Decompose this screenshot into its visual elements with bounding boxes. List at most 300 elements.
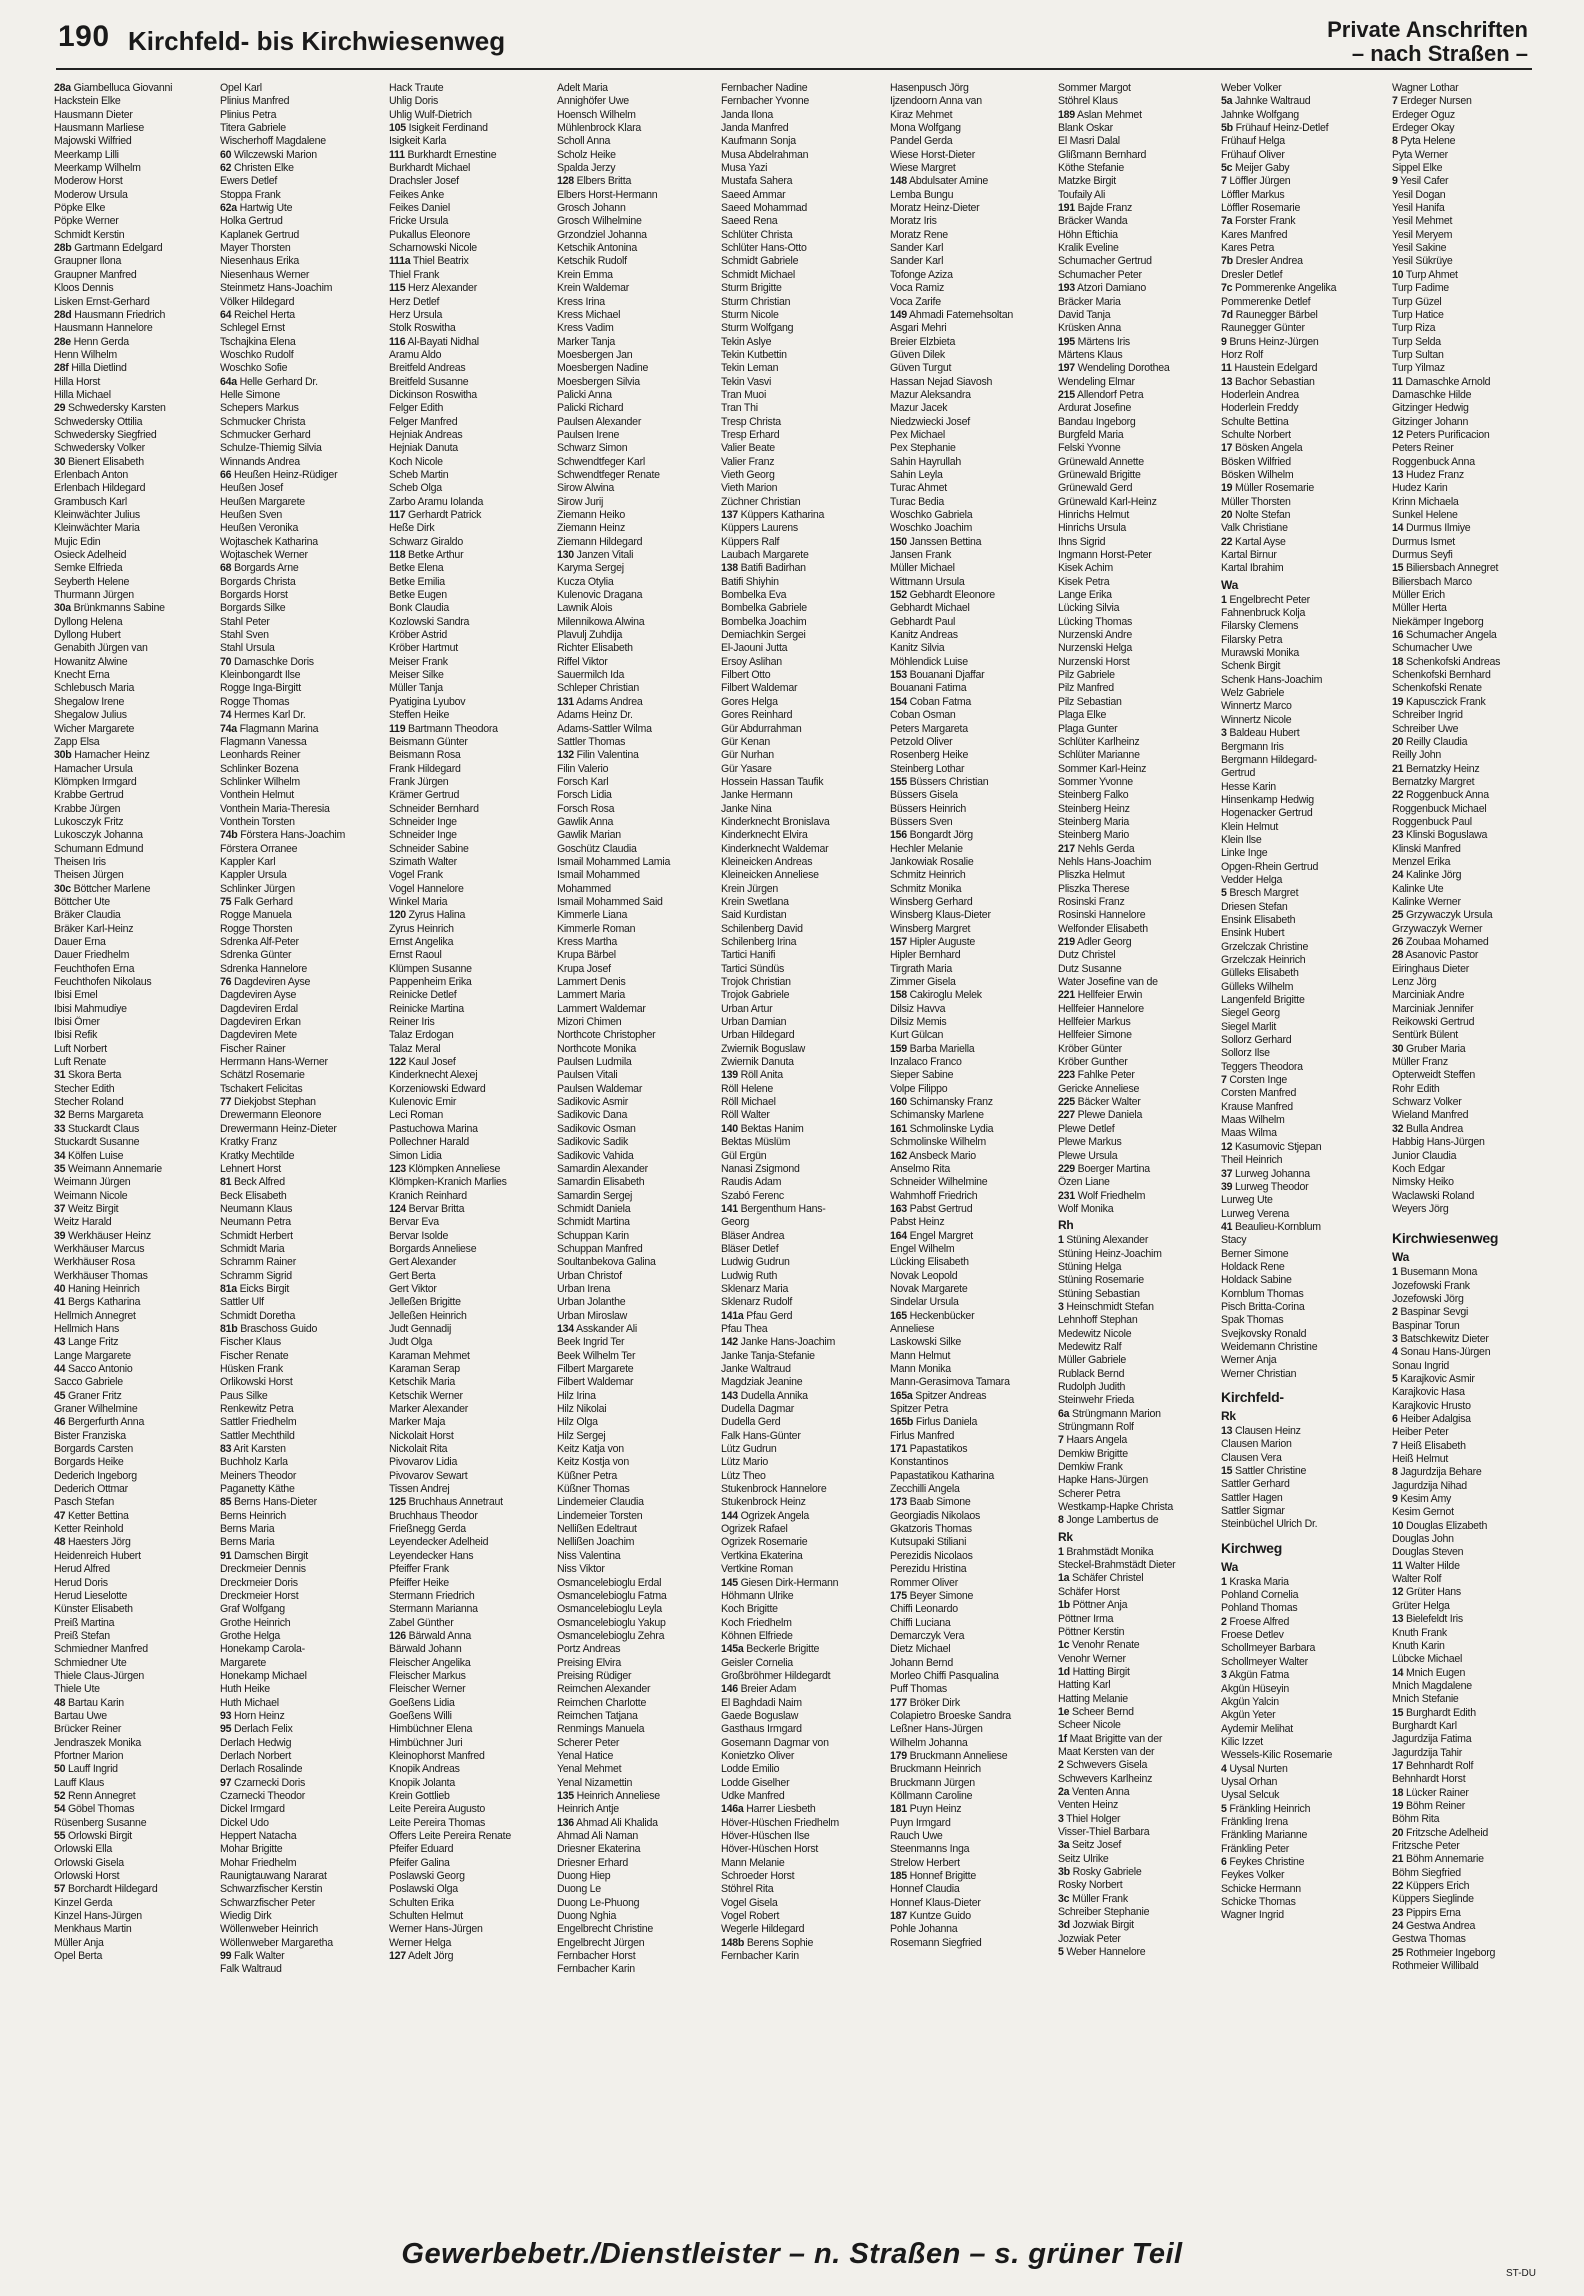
resident-entry — [54, 576, 212, 589]
resident-entry — [890, 1817, 1048, 1830]
house-number: 3 — [1221, 727, 1227, 740]
resident-name: Sauermilch Ida — [557, 669, 625, 682]
resident-entry — [1058, 442, 1216, 455]
resident-entry — [721, 1243, 879, 1256]
resident-entry — [220, 1790, 378, 1803]
resident-entry — [389, 909, 547, 922]
resident-entry — [389, 215, 547, 228]
resident-name: Yesil Meryem — [1392, 228, 1453, 241]
resident-entry — [1392, 1466, 1550, 1479]
resident-entry — [721, 923, 879, 936]
resident-name: Fränkling Heinrich — [1229, 1802, 1311, 1815]
resident-name: Spitzer Petra — [890, 1403, 948, 1416]
resident-entry — [220, 602, 378, 615]
resident-entry — [54, 1790, 212, 1803]
resident-entry — [220, 109, 378, 122]
resident-entry — [220, 682, 378, 695]
resident-name: Hoensch Wilhelm — [557, 108, 636, 121]
resident-name: Talaz Erdogan — [389, 1029, 454, 1042]
resident-name: Büssers Sven — [890, 815, 953, 828]
resident-name: Reiner Iris — [389, 1016, 435, 1029]
resident-entry — [1221, 1341, 1379, 1354]
resident-entry — [1058, 362, 1216, 375]
resident-entry — [557, 1443, 715, 1456]
resident-name: Tresp Christa — [721, 415, 781, 428]
resident-entry — [54, 229, 212, 242]
resident-name: Pyta Helene — [1400, 135, 1456, 148]
resident-entry — [1058, 1679, 1216, 1692]
resident-name: Ziemann Heinz — [557, 522, 625, 535]
resident-entry — [389, 1857, 547, 1870]
resident-entry — [1392, 1747, 1550, 1760]
house-number: 37 — [1221, 1167, 1233, 1180]
resident-entry — [220, 1443, 378, 1456]
resident-entry — [1058, 1043, 1216, 1056]
resident-entry — [557, 1577, 715, 1590]
resident-name: Tissen Andrej — [389, 1483, 450, 1496]
resident-name: Urban Irena — [557, 1282, 611, 1295]
resident-name: Goeßens Lidia — [389, 1696, 455, 1709]
resident-entry — [557, 989, 715, 1002]
resident-entry — [54, 763, 212, 776]
resident-entry — [54, 1003, 212, 1016]
resident-name: Frühauf Oliver — [1221, 148, 1285, 161]
resident-name: Schenkofski Bernhard — [1392, 669, 1491, 682]
house-number: 34 — [54, 1149, 66, 1162]
resident-entry — [1058, 1933, 1216, 1946]
resident-name: Müller Rosemarie — [1235, 482, 1315, 495]
resident-entry — [890, 1216, 1048, 1229]
house-number: 160 — [890, 1096, 907, 1109]
resident-entry — [220, 336, 378, 349]
resident-name: Colapietro Broeske Sandra — [890, 1709, 1011, 1722]
resident-name: Urban Jolanthe — [557, 1296, 626, 1309]
house-number: 105 — [389, 122, 406, 135]
resident-name: Felger Manfred — [389, 415, 458, 428]
resident-entry — [1058, 255, 1216, 268]
resident-entry — [54, 536, 212, 549]
resident-name: Kisek Achim — [1058, 562, 1113, 575]
resident-name: Murawski Monika — [1221, 647, 1300, 660]
house-number: 142 — [721, 1336, 738, 1349]
resident-name: Kress Irina — [557, 295, 605, 308]
resident-entry — [1058, 1706, 1216, 1719]
resident-name: Marker Tanja — [557, 335, 616, 348]
resident-name: El Masri Dalal — [1058, 135, 1120, 148]
house-number: 81 — [220, 1176, 232, 1189]
resident-entry — [1392, 522, 1550, 535]
resident-name: Osmancelebioglu Zehra — [557, 1629, 665, 1642]
resident-name: Sattler Thomas — [557, 735, 626, 748]
resident-name: Herz Alexander — [408, 282, 477, 295]
resident-entry — [54, 1256, 212, 1269]
resident-name: Gülleks Wilhelm — [1221, 980, 1294, 993]
resident-entry — [1221, 509, 1379, 522]
resident-entry — [54, 1617, 212, 1630]
resident-entry — [557, 963, 715, 976]
resident-name: Werner Christian — [1221, 1367, 1297, 1380]
resident-name: Dreckmeier Dennis — [220, 1563, 306, 1576]
resident-name: Gericke Anneliese — [1058, 1082, 1140, 1095]
house-number: 44 — [54, 1363, 66, 1375]
resident-entry — [890, 1843, 1048, 1856]
resident-entry — [1221, 82, 1379, 95]
resident-name: Medewitz Nicole — [1058, 1327, 1132, 1340]
resident-entry — [389, 896, 547, 909]
resident-name: Uhlig Wulf-Dietrich — [389, 108, 472, 121]
resident-entry — [721, 536, 879, 549]
resident-name: Berns Maria — [220, 1536, 275, 1549]
resident-entry — [557, 1723, 715, 1736]
resident-name: Schlüter Karlheinz — [1058, 735, 1140, 748]
resident-name: Wittmann Ursula — [890, 575, 965, 588]
house-number: 128 — [557, 175, 574, 188]
resident-entry — [557, 616, 715, 629]
resident-entry — [1392, 629, 1550, 642]
resident-name: Kaul Josef — [408, 1056, 456, 1069]
resident-name: Hellmich Annegret — [54, 1309, 136, 1322]
resident-entry — [1392, 1546, 1550, 1559]
resident-entry — [220, 1617, 378, 1630]
resident-name: Adler Georg — [1077, 936, 1132, 948]
resident-name: Durmus Seyfi — [1392, 549, 1453, 562]
house-number: 35 — [54, 1162, 66, 1175]
resident-name: Batifi Badirhan — [740, 562, 806, 575]
resident-entry — [54, 562, 212, 575]
resident-name: Lurweg Verena — [1221, 1207, 1290, 1220]
resident-entry — [721, 149, 879, 162]
resident-name: Güven Turgut — [890, 362, 952, 375]
resident-entry — [54, 629, 212, 642]
house-number: 1f — [1058, 1732, 1067, 1745]
resident-entry — [557, 1456, 715, 1469]
resident-name: Schimansky Franz — [909, 1096, 993, 1109]
house-number: 29 — [54, 402, 66, 415]
resident-name: Kappler Karl — [220, 855, 276, 868]
resident-entry — [389, 1163, 547, 1176]
resident-entry — [220, 442, 378, 455]
resident-name: Pilz Sebastian — [1058, 695, 1122, 708]
resident-entry — [721, 296, 879, 309]
resident-name: Bäcker Walter — [1077, 1096, 1141, 1109]
resident-name: Jagurdzija Fatima — [1392, 1733, 1472, 1746]
house-number: 30a — [54, 602, 71, 615]
resident-name: Bernatzky Margret — [1392, 775, 1475, 788]
resident-entry — [1221, 456, 1379, 469]
resident-name: Water Josefine van de — [1058, 976, 1158, 989]
resident-name: Schenk Hans-Joachim — [1221, 673, 1323, 686]
resident-name: Woschko Rudolf — [220, 348, 294, 361]
resident-name: Holdack Sabine — [1221, 1274, 1292, 1287]
resident-name: Seitz Ulrike — [1058, 1852, 1109, 1865]
resident-entry — [890, 1897, 1048, 1910]
resident-name: Uhlig Doris — [389, 95, 439, 108]
house-number: 191 — [1058, 202, 1075, 215]
resident-entry — [1221, 994, 1379, 1007]
resident-entry — [389, 1657, 547, 1670]
resident-name: Urban Miroslaw — [557, 1309, 628, 1322]
resident-name: Karaman Serap — [389, 1363, 460, 1375]
resident-entry — [557, 1109, 715, 1122]
resident-name: Heppert Natacha — [220, 1830, 297, 1843]
resident-name: Bräcker Maria — [1058, 295, 1121, 308]
resident-name: Woschko Sofie — [220, 362, 288, 375]
resident-name: Krause Manfred — [1221, 1100, 1293, 1113]
resident-name: Künster Elisabeth — [54, 1603, 133, 1616]
resident-entry — [721, 95, 879, 108]
resident-entry — [54, 1603, 212, 1616]
resident-entry — [1058, 576, 1216, 589]
house-number: 28f — [54, 362, 69, 375]
resident-entry — [1392, 1029, 1550, 1042]
resident-entry — [54, 442, 212, 455]
resident-name: Rosky Gabriele — [1072, 1866, 1142, 1879]
resident-name: Lauff Ingrid — [68, 1763, 118, 1776]
resident-entry — [890, 1577, 1048, 1590]
house-number: 171 — [890, 1443, 907, 1456]
resident-entry — [389, 82, 547, 95]
resident-name: Bajde Franz — [1077, 202, 1133, 215]
resident-name: Hausmann Marliese — [54, 122, 144, 135]
resident-name: Bachor Sebastian — [1235, 375, 1315, 388]
resident-entry — [890, 723, 1048, 736]
resident-entry — [557, 1857, 715, 1870]
resident-entry — [1058, 456, 1216, 469]
resident-entry — [1058, 109, 1216, 122]
resident-entry — [721, 1670, 879, 1683]
resident-name: Richter Elisabeth — [557, 642, 633, 655]
resident-name: Dickel Irmgard — [220, 1803, 285, 1816]
resident-name: Goschütz Claudia — [557, 842, 637, 855]
resident-entry — [890, 562, 1048, 575]
resident-entry — [54, 349, 212, 362]
resident-name: Eicks Birgit — [239, 1282, 290, 1295]
resident-entry — [890, 1083, 1048, 1096]
resident-name: Turp Ahmet — [1405, 268, 1458, 281]
resident-entry — [1221, 687, 1379, 700]
spacer — [1392, 1216, 1550, 1222]
resident-name: Westkamp-Hapke Christa — [1058, 1501, 1173, 1514]
house-number: 52 — [54, 1790, 66, 1802]
resident-entry — [721, 1870, 879, 1883]
resident-name: Demkiw Brigitte — [1058, 1447, 1128, 1460]
house-number: 17 — [1221, 442, 1233, 455]
resident-entry — [721, 109, 879, 122]
resident-entry — [721, 789, 879, 802]
resident-entry — [220, 656, 378, 669]
resident-entry — [54, 1777, 212, 1790]
resident-name: Herz Ursula — [389, 308, 443, 321]
page-title: Kirchfeld- bis Kirchwiesenweg — [128, 26, 506, 56]
resident-entry — [721, 416, 879, 429]
resident-entry — [557, 362, 715, 375]
resident-name: Moratz Heinz-Dieter — [890, 202, 980, 215]
resident-entry — [54, 976, 212, 989]
resident-entry — [890, 1109, 1048, 1122]
resident-name: Sieper Sabine — [890, 1069, 954, 1082]
resident-name: Derlach Felix — [234, 1723, 293, 1736]
resident-entry — [1058, 522, 1216, 535]
resident-entry — [389, 1150, 547, 1163]
resident-entry — [890, 1376, 1048, 1389]
resident-entry — [1392, 349, 1550, 362]
house-number: 155 — [890, 775, 907, 788]
resident-entry — [557, 536, 715, 549]
address-column-4 — [557, 82, 715, 2202]
resident-entry — [1058, 803, 1216, 816]
resident-name: Leßner Hans-Jürgen — [890, 1723, 983, 1736]
resident-name: Walter Rolf — [1392, 1573, 1442, 1586]
resident-name: Müller Herta — [1392, 602, 1447, 615]
resident-name: Sonau Ingrid — [1392, 1359, 1450, 1372]
resident-entry — [220, 1029, 378, 1042]
resident-name: Ibisi Emel — [54, 989, 98, 1002]
resident-name: Sadikovic Osman — [557, 1122, 636, 1135]
resident-name: Tschajkina Elena — [220, 335, 296, 348]
address-column-5 — [721, 82, 879, 2202]
resident-name: Heußen Margarete — [220, 495, 305, 508]
resident-name: Hackstein Elke — [54, 95, 121, 108]
resident-entry — [1392, 296, 1550, 309]
page-header — [58, 18, 1528, 70]
resident-entry — [557, 109, 715, 122]
resident-entry — [1058, 229, 1216, 242]
house-number: 11 — [1221, 362, 1232, 375]
resident-entry — [1392, 989, 1550, 1002]
resident-entry — [890, 709, 1048, 722]
resident-name: Driesner Ekaterina — [557, 1843, 641, 1856]
resident-name: Hatting Karl — [1058, 1679, 1111, 1692]
resident-name: Jahnke Wolfgang — [1221, 108, 1299, 121]
resident-entry — [890, 896, 1048, 909]
resident-entry — [557, 429, 715, 442]
resident-name: Kaplanek Gertrud — [220, 228, 300, 241]
resident-entry — [557, 949, 715, 962]
resident-entry — [54, 1630, 212, 1643]
resident-entry — [890, 482, 1048, 495]
resident-name: Mona Wolfgang — [890, 122, 961, 135]
resident-entry — [389, 1630, 547, 1643]
resident-entry — [721, 1029, 879, 1042]
house-number: 123 — [389, 1162, 406, 1175]
resident-entry — [890, 1670, 1048, 1683]
resident-name: Heußen Sven — [220, 509, 283, 521]
resident-name: Raunegger Bärbel — [1235, 308, 1318, 321]
resident-entry — [1221, 1602, 1379, 1615]
resident-entry — [1058, 1813, 1216, 1826]
resident-name: Stuckardt Susanne — [54, 1136, 140, 1149]
resident-name: Wieland Manfred — [1392, 1109, 1469, 1122]
resident-name: Hudez Karin — [1392, 482, 1448, 495]
resident-entry — [389, 202, 547, 215]
resident-entry — [721, 616, 879, 629]
resident-name: Hausmann Hannelore — [54, 322, 153, 335]
resident-name: Heidenreich Hubert — [54, 1549, 141, 1562]
resident-entry — [890, 1016, 1048, 1029]
resident-entry — [721, 1310, 879, 1323]
resident-name: Kiraz Mehmet — [890, 108, 953, 121]
resident-name: Lammert Maria — [557, 989, 625, 1002]
house-number: 146 — [721, 1683, 738, 1696]
resident-entry — [389, 763, 547, 776]
resident-entry — [1058, 909, 1216, 922]
resident-entry — [54, 1056, 212, 1069]
resident-entry — [1058, 1150, 1216, 1163]
resident-name: Löffler Jürgen — [1229, 175, 1291, 188]
resident-name: Vieth Marion — [721, 482, 778, 495]
resident-entry — [389, 1697, 547, 1710]
resident-entry — [54, 1069, 212, 1082]
resident-entry — [721, 349, 879, 362]
resident-entry — [389, 282, 547, 295]
resident-entry — [389, 709, 547, 722]
resident-name: Driesen Stefan — [1221, 900, 1288, 913]
resident-entry — [721, 336, 879, 349]
resident-entry — [1058, 1474, 1216, 1487]
resident-entry — [54, 1737, 212, 1750]
resident-entry — [54, 602, 212, 615]
resident-entry — [890, 1069, 1048, 1082]
resident-entry — [1221, 1074, 1379, 1087]
house-number: 23 — [1392, 829, 1404, 842]
resident-entry — [890, 376, 1048, 389]
resident-entry — [557, 1550, 715, 1563]
resident-entry — [1058, 1733, 1216, 1746]
resident-name: Reinicke Martina — [389, 1002, 464, 1015]
resident-name: Grosch Wilhelmine — [557, 215, 642, 228]
resident-name: Saeed Mohammad — [721, 202, 808, 215]
resident-entry — [890, 1270, 1048, 1283]
resident-entry — [890, 1336, 1048, 1349]
resident-name: Reichel Herta — [234, 308, 295, 321]
resident-name: Erdeger Oguz — [1392, 108, 1455, 121]
resident-name: Schenkofski Renate — [1392, 682, 1482, 695]
house-number: 30c — [54, 882, 71, 895]
resident-entry — [1058, 1069, 1216, 1082]
resident-name: Fritzsche Peter — [1392, 1840, 1460, 1852]
resident-name: Niekämper Ingeborg — [1392, 615, 1484, 628]
house-number: 156 — [890, 829, 907, 842]
resident-entry — [890, 989, 1048, 1002]
resident-entry — [890, 1323, 1048, 1336]
resident-name: Fischer Renate — [220, 1349, 289, 1362]
resident-entry — [890, 1910, 1048, 1923]
resident-name: Honnef Brigitte — [909, 1870, 976, 1883]
resident-entry — [220, 1083, 378, 1096]
resident-name: Orlowski Birgit — [68, 1830, 132, 1843]
resident-entry — [721, 1697, 879, 1710]
resident-name: Urban Damian — [721, 1016, 787, 1029]
resident-name: Ketschik Maria — [389, 1376, 455, 1389]
resident-entry — [890, 242, 1048, 255]
resident-entry — [389, 616, 547, 629]
resident-name: Schulten Helmut — [389, 1910, 463, 1923]
resident-entry — [389, 723, 547, 736]
house-number: 4 — [1221, 1762, 1227, 1775]
resident-name: Lawnik Alois — [557, 602, 613, 615]
resident-name: Elbers Britta — [576, 175, 632, 188]
resident-name: Nellißen Joachim — [557, 1536, 635, 1549]
resident-name: Bösken Wilfried — [1221, 455, 1291, 468]
resident-name: Toufaily Ali — [1058, 188, 1106, 201]
resident-name: Jonge Lambertus de — [1066, 1514, 1159, 1527]
resident-entry — [389, 255, 547, 268]
resident-name: Schneider Inge — [389, 829, 457, 842]
resident-name: Lange Margarete — [54, 1349, 131, 1362]
resident-name: Paulsen Irene — [557, 428, 620, 441]
resident-entry — [1221, 1007, 1379, 1020]
resident-entry — [389, 1003, 547, 1016]
